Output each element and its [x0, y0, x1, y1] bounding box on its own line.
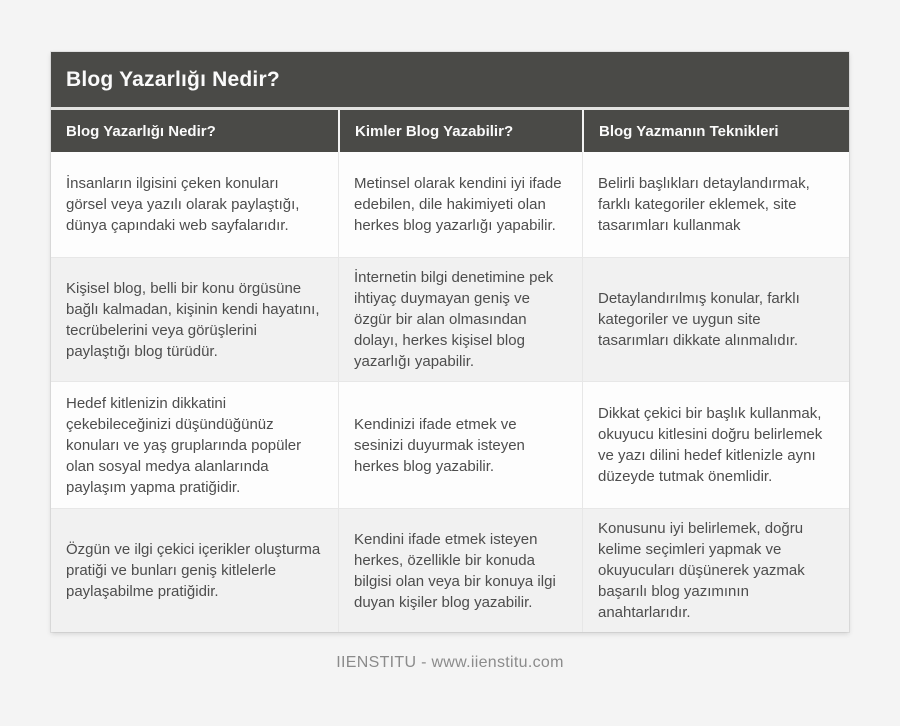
table-cell-text: Metinsel olarak kendini iyi ifade edebilen, dile hakimiyeti olan herkes blog yazarlığı yapabilir. [354, 175, 562, 234]
table-cell [582, 509, 849, 632]
table-row [51, 381, 849, 508]
table-cell-text: Belirli başlıkları detaylandırmak, farklı kategoriler eklemek, site tasarımları kullanmak [598, 175, 810, 234]
table-header-row [51, 110, 849, 152]
page-title: Blog Yazarlığı Nedir? [66, 67, 280, 91]
footer [0, 654, 900, 672]
table-cell-text: Dikkat çekici bir başlık kullanmak, okuyucu kitlesini doğru belirlemek ve yazı dilini hedef kitlenizle aynı düzeyde tutmak önemlidir. [598, 405, 823, 485]
table-cell-text: İnternetin bilgi denetimine pek ihtiyaç duymayan geniş ve özgür bir alan olmasından dolayı, herkes kişisel blog yazarlığı yapabilir. [354, 269, 554, 370]
title-bar [51, 52, 849, 107]
table-cell [51, 382, 338, 508]
table-cell-text: Kendinizi ifade etmek ve sesinizi duyurmak isteyen herkes blog yazabilir. [354, 415, 525, 475]
table-cell [338, 382, 582, 508]
table-cell-text: Özgün ve ilgi çekici içerikler oluşturma pratiği ve bunları geniş kitlelerle paylaşabilme pratiğidir. [66, 541, 321, 600]
table-cell [338, 258, 582, 381]
table-cell [338, 509, 582, 632]
table-cell [582, 258, 849, 381]
table-cell [582, 152, 849, 257]
table-cell [338, 152, 582, 257]
column-header-kimler-yazabilir: Kimler Blog Yazabilir? [338, 110, 582, 152]
table-cell-text: Kişisel blog, belli bir konu örgüsüne bağlı kalmadan, kişinin kendi hayatını, tecrübelerini veya görüşlerini paylaştığı blog türüdür. [66, 279, 320, 360]
table-row [51, 508, 849, 632]
table-row [51, 152, 849, 257]
table-row [51, 257, 849, 381]
infographic-card [51, 52, 849, 632]
column-header-blog-yazarligi: Blog Yazarlığı Nedir? [66, 122, 216, 140]
table-cell-text: Detaylandırılmış konular, farklı kategoriler ve uygun site tasarımları dikkate alınmalıdır. [598, 290, 800, 349]
footer-credit: IIENSTITU - www.iienstitu.com [336, 654, 564, 671]
table-cell [51, 509, 338, 632]
table-cell-text: İnsanların ilgisini çeken konuları görsel veya yazılı olarak paylaştığı, dünya çapındaki web sayfalarıdır. [66, 175, 300, 234]
table-body [51, 152, 849, 632]
table-cell [582, 382, 849, 508]
table-cell-text: Hedef kitlenizin dikkatini çekebileceğinizi düşündüğünüz konuları ve yaş gruplarında popüler olan sosyal medya alanlarında paylaşım yapma pratiğidir. [66, 394, 302, 496]
column-header-yazma-teknikleri: Blog Yazmanın Teknikleri [582, 110, 849, 152]
table-cell-text: Kendini ifade etmek isteyen herkes, özellikle bir konuda bilgisi olan veya bir konuya ilgi duyan kişiler blog yazabilir. [354, 530, 556, 611]
table-cell [51, 258, 338, 381]
table-cell [51, 152, 338, 257]
table-cell-text: Konusunu iyi belirlemek, doğru kelime seçimleri yapmak ve okuyucuları düşünerek yazmak başarılı blog yazımının anahtarlarıdır. [598, 520, 805, 621]
